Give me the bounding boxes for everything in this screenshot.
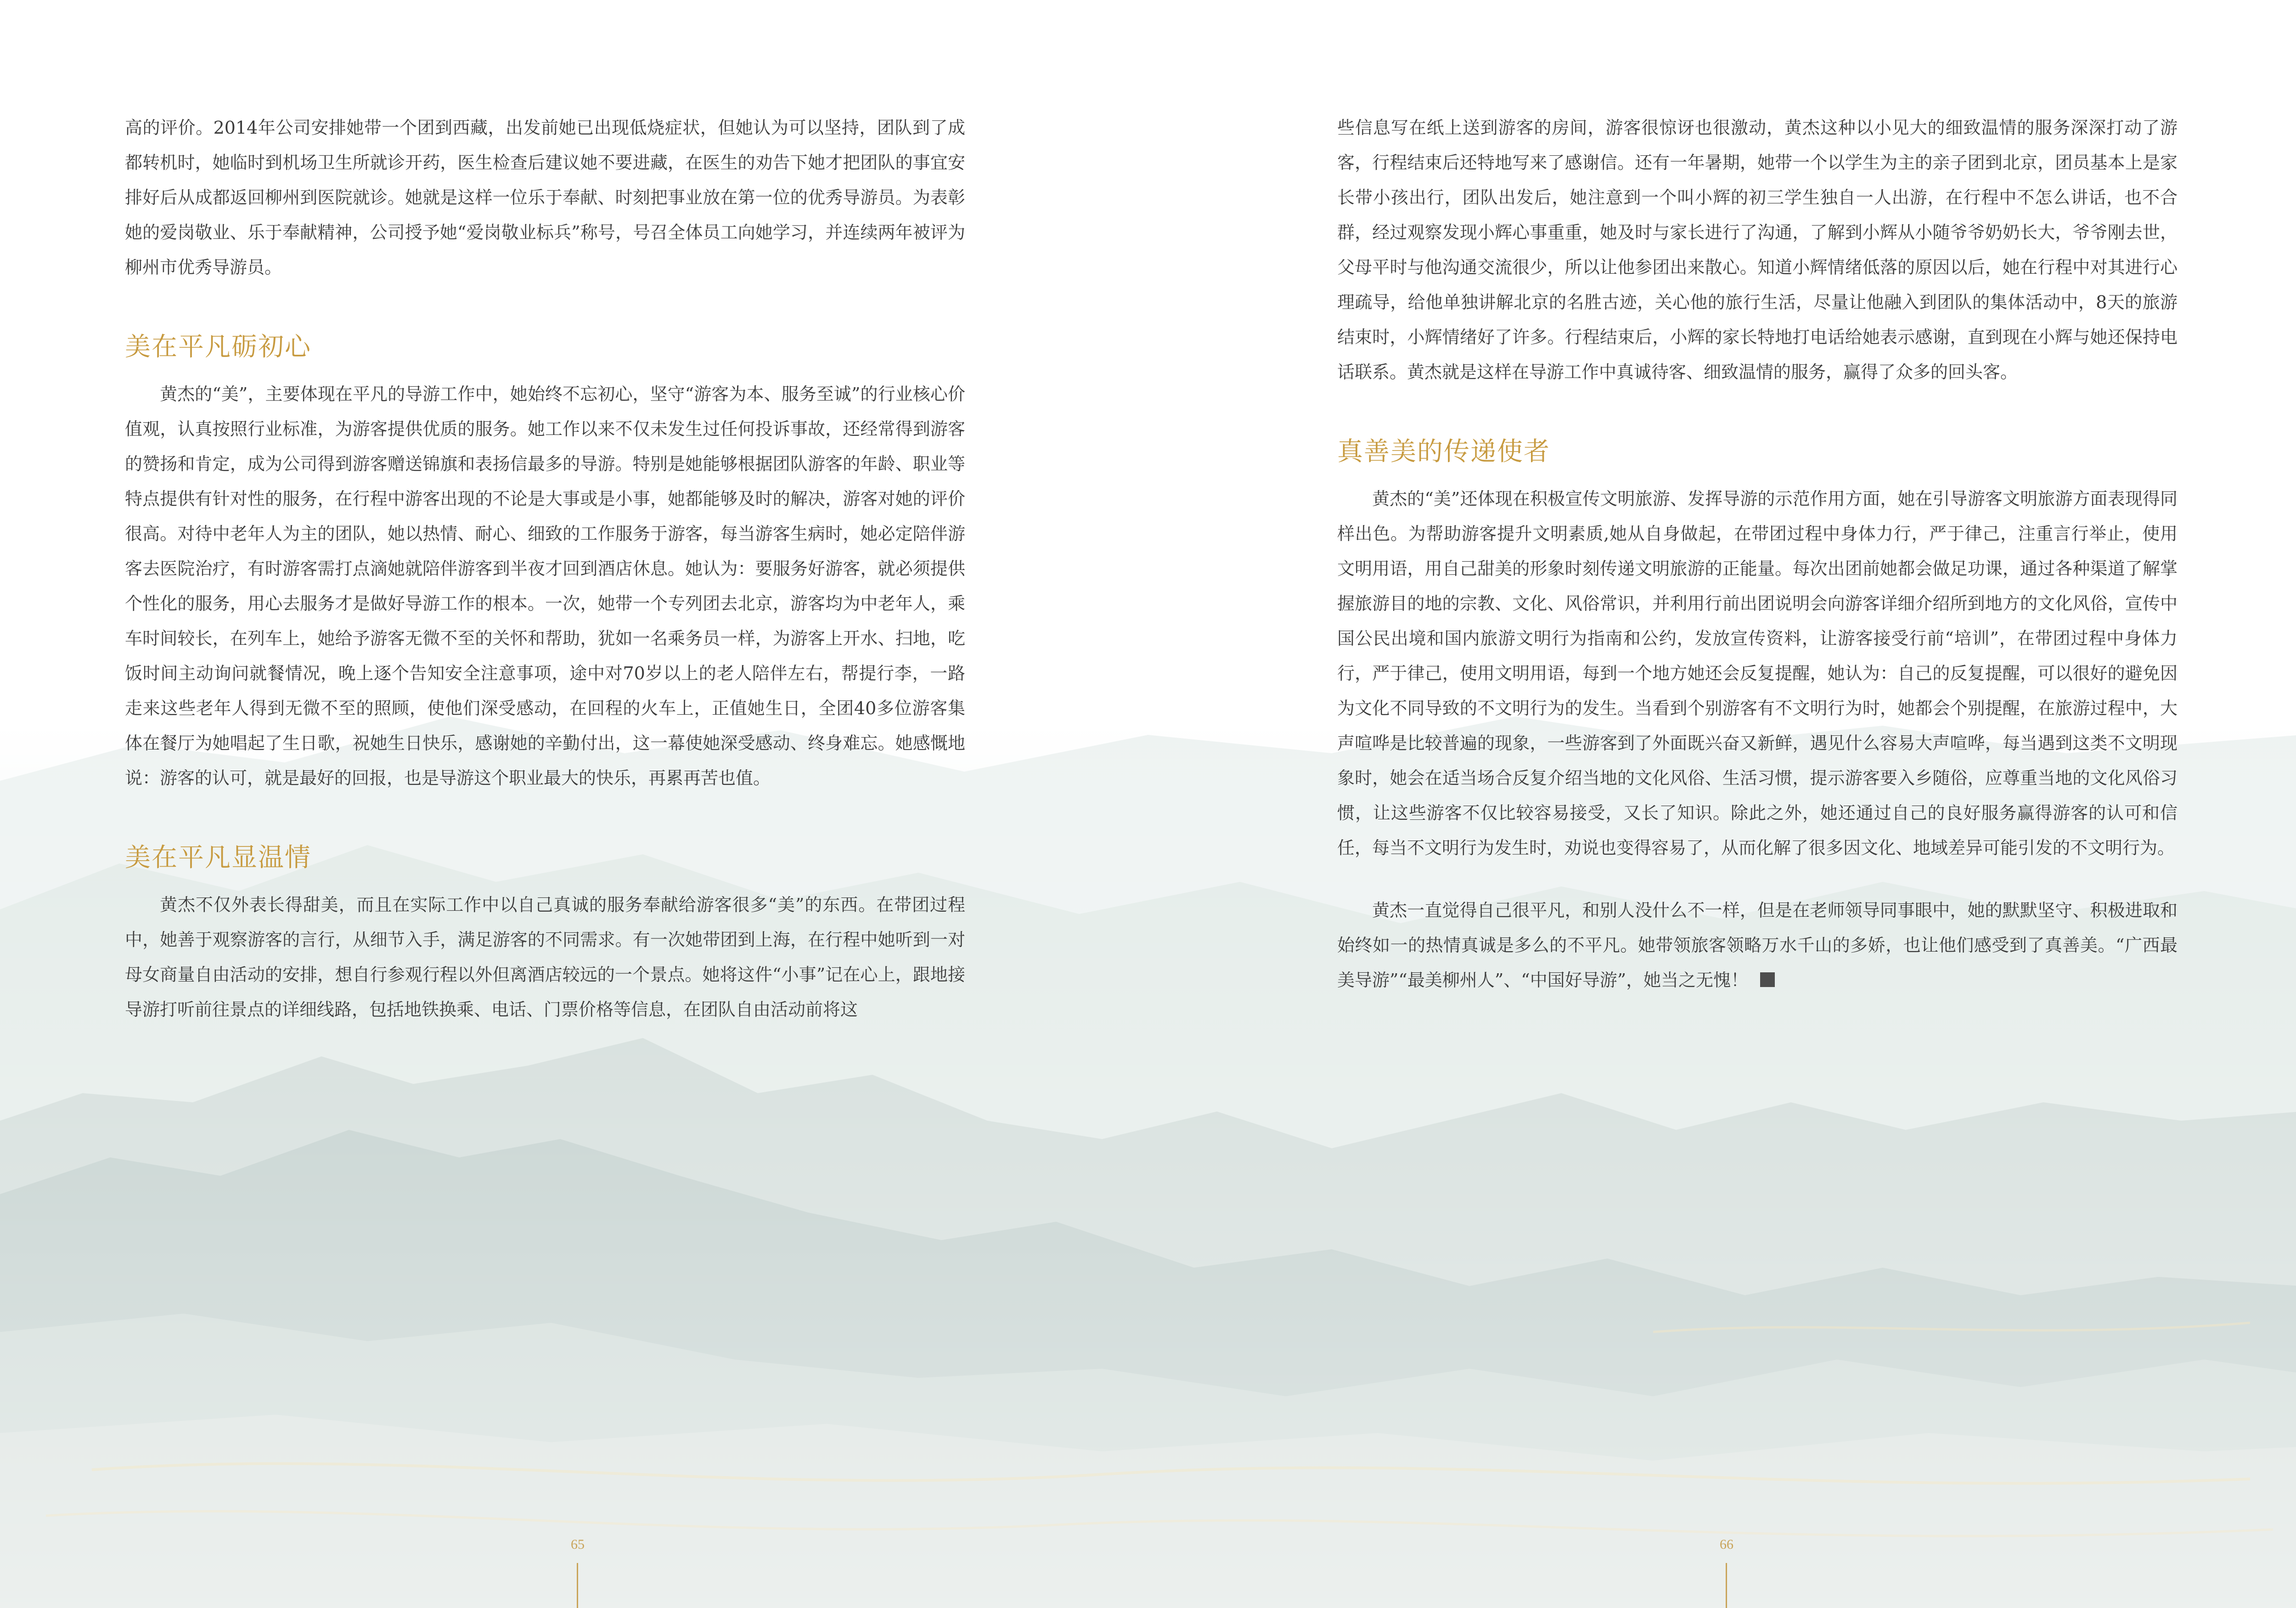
left-page-column xyxy=(125,110,965,1027)
section-heading-3: 真善美的传递使者 xyxy=(1337,437,1550,467)
continued-paragraph: 些信息写在纸上送到游客的房间，游客很惊讶也很激动，黄杰这种以小见大的细致温情的服务深深打动了游客，行程结束后还特地写来了感谢信。还有一年暑期，她带一个以学生为主的亲子团到北京，团员基本上是家长带小孩出行，团队出发后，她注意到一个叫小辉的初三学生独自一人出游，在行程中不怎么讲话，也不合群，经过观察发现小辉心事重重，她及时与家长进行了沟通，了解到小辉从小随爷爷奶奶长大，爷爷刚去世，父母平时与他沟通交流很少，所以让他参团出来散心。知道小辉情绪低落的原因以后，她在行程中对其进行心理疏导，给他单独讲解北京的名胜古迹，关心他的旅行生活，尽量让他融入到团队的集体活动中，8天的旅游结束时，小辉情绪好了许多。行程结束后，小辉的家长特地打电话给她表示感谢，直到现在小辉与她还保持电话联系。黄杰就是这样在导游工作中真诚待客、细致温情的服务，赢得了众多的回头客。 xyxy=(1337,118,2178,382)
section-heading-2: 美在平凡显温情 xyxy=(125,843,311,873)
section-3-paragraph-1: 黄杰的“美”还体现在积极宣传文明旅游、发挥导游的示范作用方面，她在引导游客文明旅游方面表现得同样出色。为帮助游客提升文明素质,她从自身做起，在带团过程中身体力行，严于律己，注重言行举止，使用文明用语，用自己甜美的形象时刻传递文明旅游的正能量。每次出团前她都会做足功课，通过各种渠道了解掌握旅游目的地的宗教、文化、风俗常识，并利用行前出团说明会向游客详细介绍所到地方的文化风俗，宣传中国公民出境和国内旅游文明行为指南和公约，发放宣传资料，让游客接受行前“培训”，在带团过程中身体力行，严于律己，使用文明用语，每到一个地方她还会反复提醒，她认为：自己的反复提醒，可以很好的避免因为文化不同导致的不文明行为的发生。当看到个别游客有不文明行为时，她都会个别提醒，在旅游过程中，大声喧哗是比较普遍的现象，一些游客到了外面既兴奋又新鲜，遇见什么容易大声喧哗，每当遇到这类不文明现象时，她会在适当场合反复介绍当地的文化风俗、生活习惯，提示游客要入乡随俗，应尊重当地的文化风俗习惯，让这些游客不仅比较容易接受，又长了知识。除此之外，她还通过自己的良好服务赢得游客的认可和信任，每当不文明行为发生时，劝说也变得容易了，从而化解了很多因文化、地域差异可能引发的不文明行为。 xyxy=(1337,489,2178,858)
section-3-paragraph-2 xyxy=(1337,893,2178,998)
section-heading-1: 美在平凡砺初心 xyxy=(125,332,311,362)
page-number-rule-right xyxy=(1726,1563,1727,1608)
page-number-rule-left xyxy=(577,1563,578,1608)
page-number-right: 66 xyxy=(1720,1537,1733,1552)
section-2-paragraph: 黄杰不仅外表长得甜美，而且在实际工作中以自己真诚的服务奉献给游客很多“美”的东西。在带团过程中，她善于观察游客的言行，从细节入手，满足游客的不同需求。有一次她带团到上海，在行程中她听到一对母女商量自由活动的安排，想自行参观行程以外但离酒店较远的一个景点。她将这件“小事”记在心上，跟地接导游打听前往景点的详细线路，包括地铁换乘、电话、门票价格等信息，在团队自由活动前将这 xyxy=(125,895,965,1020)
section-1-paragraph: 黄杰的“美”，主要体现在平凡的导游工作中，她始终不忘初心，坚守“游客为本、服务至诚”的行业核心价值观，认真按照行业标准，为游客提供优质的服务。她工作以来不仅未发生过任何投诉事故，还经常得到游客的赞扬和肯定，成为公司得到游客赠送锦旗和表扬信最多的导游。特别是她能够根据团队游客的年龄、职业等特点提供有针对性的服务，在行程中游客出现的不论是大事或是小事，她都能够及时的解决，游客对她的评价很高。对待中老年人为主的团队，她以热情、耐心、细致的工作服务于游客，每当游客生病时，她必定陪伴游客去医院治疗，有时游客需打点滴她就陪伴游客到半夜才回到酒店休息。她认为：要服务好游客，就必须提供个性化的服务，用心去服务才是做好导游工作的根本。一次，她带一个专列团去北京，游客均为中老年人，乘车时间较长，在列车上，她给予游客无微不至的关怀和帮助，犹如一名乘务员一样，为游客上开水、扫地，吃饭时间主动询问就餐情况，晚上逐个告知安全注意事项，途中对70岁以上的老人陪伴左右，帮提行李，一路走来这些老年人得到无微不至的照顾，使他们深受感动，在回程的火车上，正值她生日，全团40多位游客集体在餐厅为她唱起了生日歌，祝她生日快乐，感谢她的辛勤付出，这一幕使她深受感动、终身难忘。她感慨地说：游客的认可，就是最好的回报，也是导游这个职业最大的快乐，再累再苦也值。 xyxy=(125,384,965,788)
page-number-left: 65 xyxy=(571,1537,585,1552)
square-end-mark-icon xyxy=(1760,972,1775,987)
closing-paragraph-text: 黄杰一直觉得自己很平凡，和别人没什么不一样，但是在老师领导同事眼中，她的默默坚守、积极进取和始终如一的热情真诚是多么的不平凡。她带领旅客领略万水千山的多娇，也让他们感受到了真善美。“广西最美导游”“最美柳州人”、“中国好导游”，她当之无愧！ xyxy=(1337,900,2178,990)
intro-paragraph: 高的评价。2014年公司安排她带一个团到西藏，出发前她已出现低烧症状，但她认为可以坚持，团队到了成都转机时，她临时到机场卫生所就诊开药，医生检查后建议她不要进藏，在医生的劝告下她才把团队的事宜安排好后从成都返回柳州到医院就诊。她就是这样一位乐于奉献、时刻把事业放在第一位的优秀导游员。为表彰她的爱岗敬业、乐于奉献精神，公司授予她“爱岗敬业标兵”称号，号召全体员工向她学习，并连续两年被评为柳州市优秀导游员。 xyxy=(125,118,965,277)
right-page-column xyxy=(1337,110,2178,998)
